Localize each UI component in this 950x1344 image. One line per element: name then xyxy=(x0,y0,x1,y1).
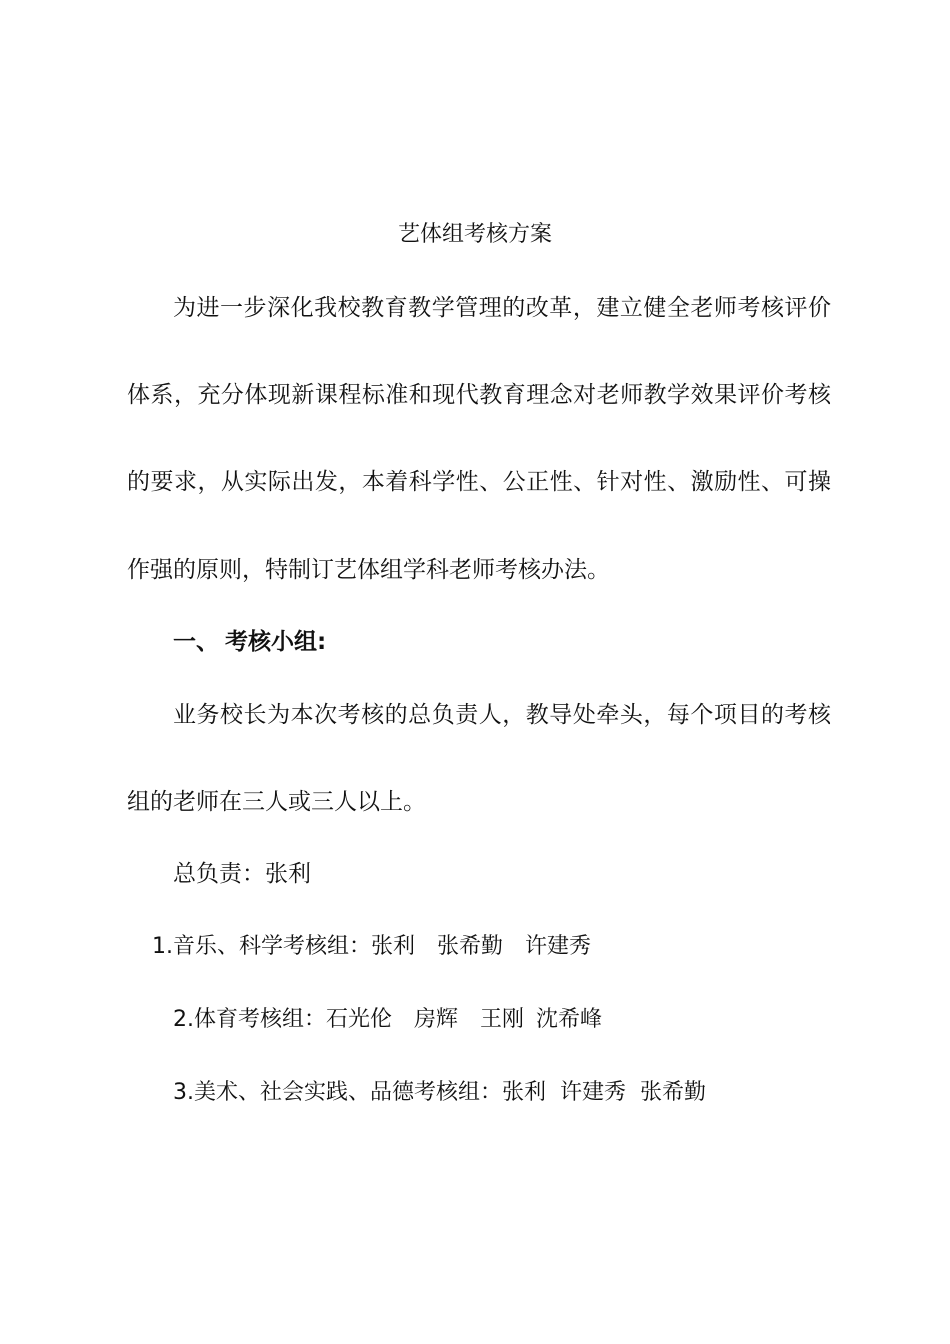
section-para-line-2: 组的老师在三人或三人以上。 xyxy=(127,789,426,815)
overall-leader: 总负责：张利 xyxy=(173,861,311,887)
intro-line-1: 为进一步深化我校教育教学管理的改革，建立健全老师考核评价 xyxy=(173,295,831,321)
group-2-member-4: 沈希峰 xyxy=(536,1007,603,1032)
group-3-member-1: 张利 xyxy=(502,1080,547,1105)
group-1-member-3: 许建秀 xyxy=(525,934,592,959)
group-1 xyxy=(152,932,591,962)
group-2-label: 2.体育考核组： xyxy=(173,1007,326,1032)
group-2-member-1: 石光伦 xyxy=(326,1007,393,1032)
group-2 xyxy=(173,1005,602,1035)
section-para-line-1: 业务校长为本次考核的总负责人，教导处牵头，每个项目的考核 xyxy=(173,702,831,728)
group-3-member-3: 张希勤 xyxy=(640,1080,707,1105)
section-number: 一、 xyxy=(173,629,219,655)
intro-line-3: 的要求，从实际出发，本着科学性、公正性、针对性、激励性、可操 xyxy=(127,469,831,495)
group-1-member-2: 张希勤 xyxy=(437,934,504,959)
document-title: 艺体组考核方案 xyxy=(397,222,552,247)
section-heading xyxy=(173,627,326,657)
group-1-member-1: 张利 xyxy=(371,934,416,959)
intro-line-4: 作强的原则，特制订艺体组学科老师考核办法。 xyxy=(127,557,610,583)
group-3-member-2: 许建秀 xyxy=(560,1080,627,1105)
intro-line-2: 体系，充分体现新课程标准和现代教育理念对老师教学效果评价考核 xyxy=(127,382,831,408)
group-2-member-2: 房辉 xyxy=(414,1007,459,1032)
group-1-label: 1.音乐、科学考核组： xyxy=(152,934,371,959)
section-heading-text: 考核小组: xyxy=(225,629,327,655)
group-3-label: 3.美术、社会实践、品德考核组： xyxy=(173,1080,502,1105)
group-2-member-3: 王刚 xyxy=(480,1007,525,1032)
group-3 xyxy=(173,1078,706,1108)
